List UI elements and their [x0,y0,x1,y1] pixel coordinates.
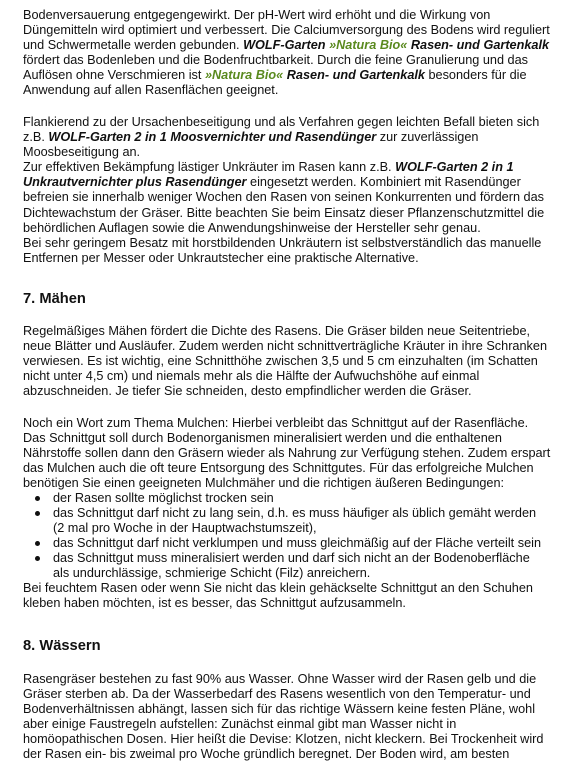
product-name: WOLF-Garten 2 in 1 Moosvernichter und Rasendünger [48,130,377,145]
text-line: aber einige Faustregeln aufstellen: Zunächst einmal gibt man Wasser nicht in [23,717,457,732]
brand-name-natura-bio: »Natura Bio« [204,68,284,83]
text-line: benötigen Sie einen geeigneten Mulchmäher und die richtigen äußeren Bedingungen: [23,476,505,491]
text-line: neue Blätter und Ausläufer. Zudem werden nicht schnittverträgliche Kräuter in ihre Schranken [23,339,548,354]
text-line [23,160,553,175]
text-line: Entfernen per Messer oder Unkrautstecher eine praktische Alternative. [23,250,419,265]
text-line: der Rasen sollte möglichst trocken sein [53,491,274,505]
paragraph-waessern [23,672,553,763]
section-heading-waessern: 8. Wässern [23,638,101,654]
product-name: Rasen- und Gartenkalk [283,68,425,83]
brand-name-natura-bio: »Natura Bio« [329,38,408,53]
text-line: das Schnittgut darf nicht zu lang sein, d.h. es muss häufiger als üblich gemäht werden [53,506,537,521]
text-line [23,130,553,145]
text-line [23,38,553,53]
paragraph-mulchen [23,416,553,491]
text-line: nicht unter 4,5 cm) und niemals mehr als die Hälfte der Aufwuchshöhe auf einmal [23,369,480,384]
product-name: WOLF-Garten [243,38,330,53]
text-line [23,68,553,83]
text-line: Bodenversauerung entgegengewirkt. Der pH-Wert wird erhöht und die Wirkung von [23,8,491,22]
text-line: Bei sehr geringem Besatz mit horstbildenden Unkräutern ist selbstverständlich das manuelle [23,235,542,250]
text-line: homöopathischen Dosen. Hier heißt die Devise: Klotzen, nicht kleckern. Bei Trockenheit wird [23,732,544,747]
product-name: Rasen- und Gartenkalk [407,38,550,53]
text-line: (2 mal pro Woche in der Hauptwachstumszeit), [53,521,317,536]
text-line: Düngemitteln wird optimiert und verbessert. Die Calciumversorgung des Bodens wird reguliert [23,23,550,38]
list-item [23,551,553,581]
text-line: Gräser sterben ab. Da der Wasserbedarf des Rasens wesentlich von den Temperatur- und [23,687,531,702]
text-line: Noch ein Wort zum Thema Mulchen: Hierbei verbleibt das Schnittgut auf der Rasenfläche. [23,416,529,430]
text-run: besonders für die [424,68,527,83]
text-line: als undurchlässige, schmierige Schicht (Filz) anreichern. [53,566,371,581]
paragraph-aufsammeln [23,581,553,611]
text-run: Zur effektiven Bekämpfung lästiger Unkräuter im Rasen kann z.B. [23,160,396,175]
text-line: verwiesen. Es ist wichtig, eine Schnitthöhe zwischen 3,5 und 5 cm einzuhalten (im Schatten [23,354,538,369]
text-line: Das Schnittgut soll durch Bodenorganismen mineralisiert werden und die enthaltenen [23,431,502,446]
product-name: WOLF-Garten 2 in 1 [395,160,514,175]
text-line: befreien sie innerhalb weniger Wochen den Rasen von seinen Konkurrenten und fördern das [23,190,544,205]
text-line: Moosbeseitigung an. [23,145,141,160]
text-line: Anwendung auf allen Rasenflächen geeignet. [23,83,279,98]
text-line: das Schnittgut muss mineralisiert werden und darf sich nicht an der Bodenoberfläche [53,551,530,566]
text-run: zur zuverlässigen [376,130,479,145]
mulchen-conditions-list [23,491,553,582]
paragraph-kalk [23,8,553,99]
text-run: z.B. [23,130,49,145]
text-line: behördlichen Auflagen sowie die Anwendungshinweise der Hersteller sehr genau. [23,220,481,235]
text-line: Rasengräser bestehen zu fast 90% aus Wasser. Ohne Wasser wird der Rasen gelb und die [23,672,537,686]
text-line: fördert das Bodenleben und die Bodenfruchtbarkeit. Durch die feine Granulierung und das [23,53,529,68]
text-line: das Mulchen auch die oft teure Entsorgung des Schnittgutes. Für das erfolgreiche Mulchen [23,461,534,476]
text-line: abzuschneiden. Je tiefer Sie schneiden, desto empfindlicher werden die Gräser. [23,384,472,399]
product-name: Unkrautvernichter plus Rasendünger [23,175,247,190]
paragraph-maehen [23,324,553,399]
text-line: Regelmäßiges Mähen fördert die Dichte des Rasens. Die Gräser bilden neue Seitentriebe, [23,324,531,338]
text-line: Flankierend zu der Ursachenbeseitigung und als Verfahren gegen leichten Befall bieten sich [23,115,540,129]
paragraph-moos-unkraut [23,115,553,266]
text-line: kleben haben möchten, ist es besser, das Schnittgut aufzusammeln. [23,596,406,611]
text-run: und Schwermetalle werden gebunden. [23,38,244,53]
text-line: Bodenverhältnissen abhängt, lassen sich für das richtige Wässern keine festen Pläne, wohl [23,702,536,717]
section-heading-maehen: 7. Mähen [23,291,86,307]
text-run: eingesetzt werden. Kombiniert mit Rasendünger [246,175,521,190]
text-line [23,175,553,190]
text-run: Auflösen ohne Verschmieren ist [23,68,205,83]
text-line: Dichtewachstum der Gräser. Bitte beachten Sie beim Einsatz dieser Pflanzenschutzmittel die [23,205,545,220]
text-line: das Schnittgut darf nicht verklumpen und muss gleichmäßig auf der Fläche verteilt sein [53,536,542,551]
text-line: Nährstoffe sollen dann den Gräsern wieder als Nahrung zur Verfügung stehen. Zudem erspart [23,446,551,461]
text-line: Bei feuchtem Rasen oder wenn Sie nicht das klein gehäckselte Schnittgut an den Schuhen [23,581,533,595]
list-item [23,491,553,506]
list-item [23,536,553,551]
text-line: der Rasen ein- bis zweimal pro Woche gründlich beregnet. Der Boden wird, am besten [23,747,510,762]
list-item [23,506,553,536]
